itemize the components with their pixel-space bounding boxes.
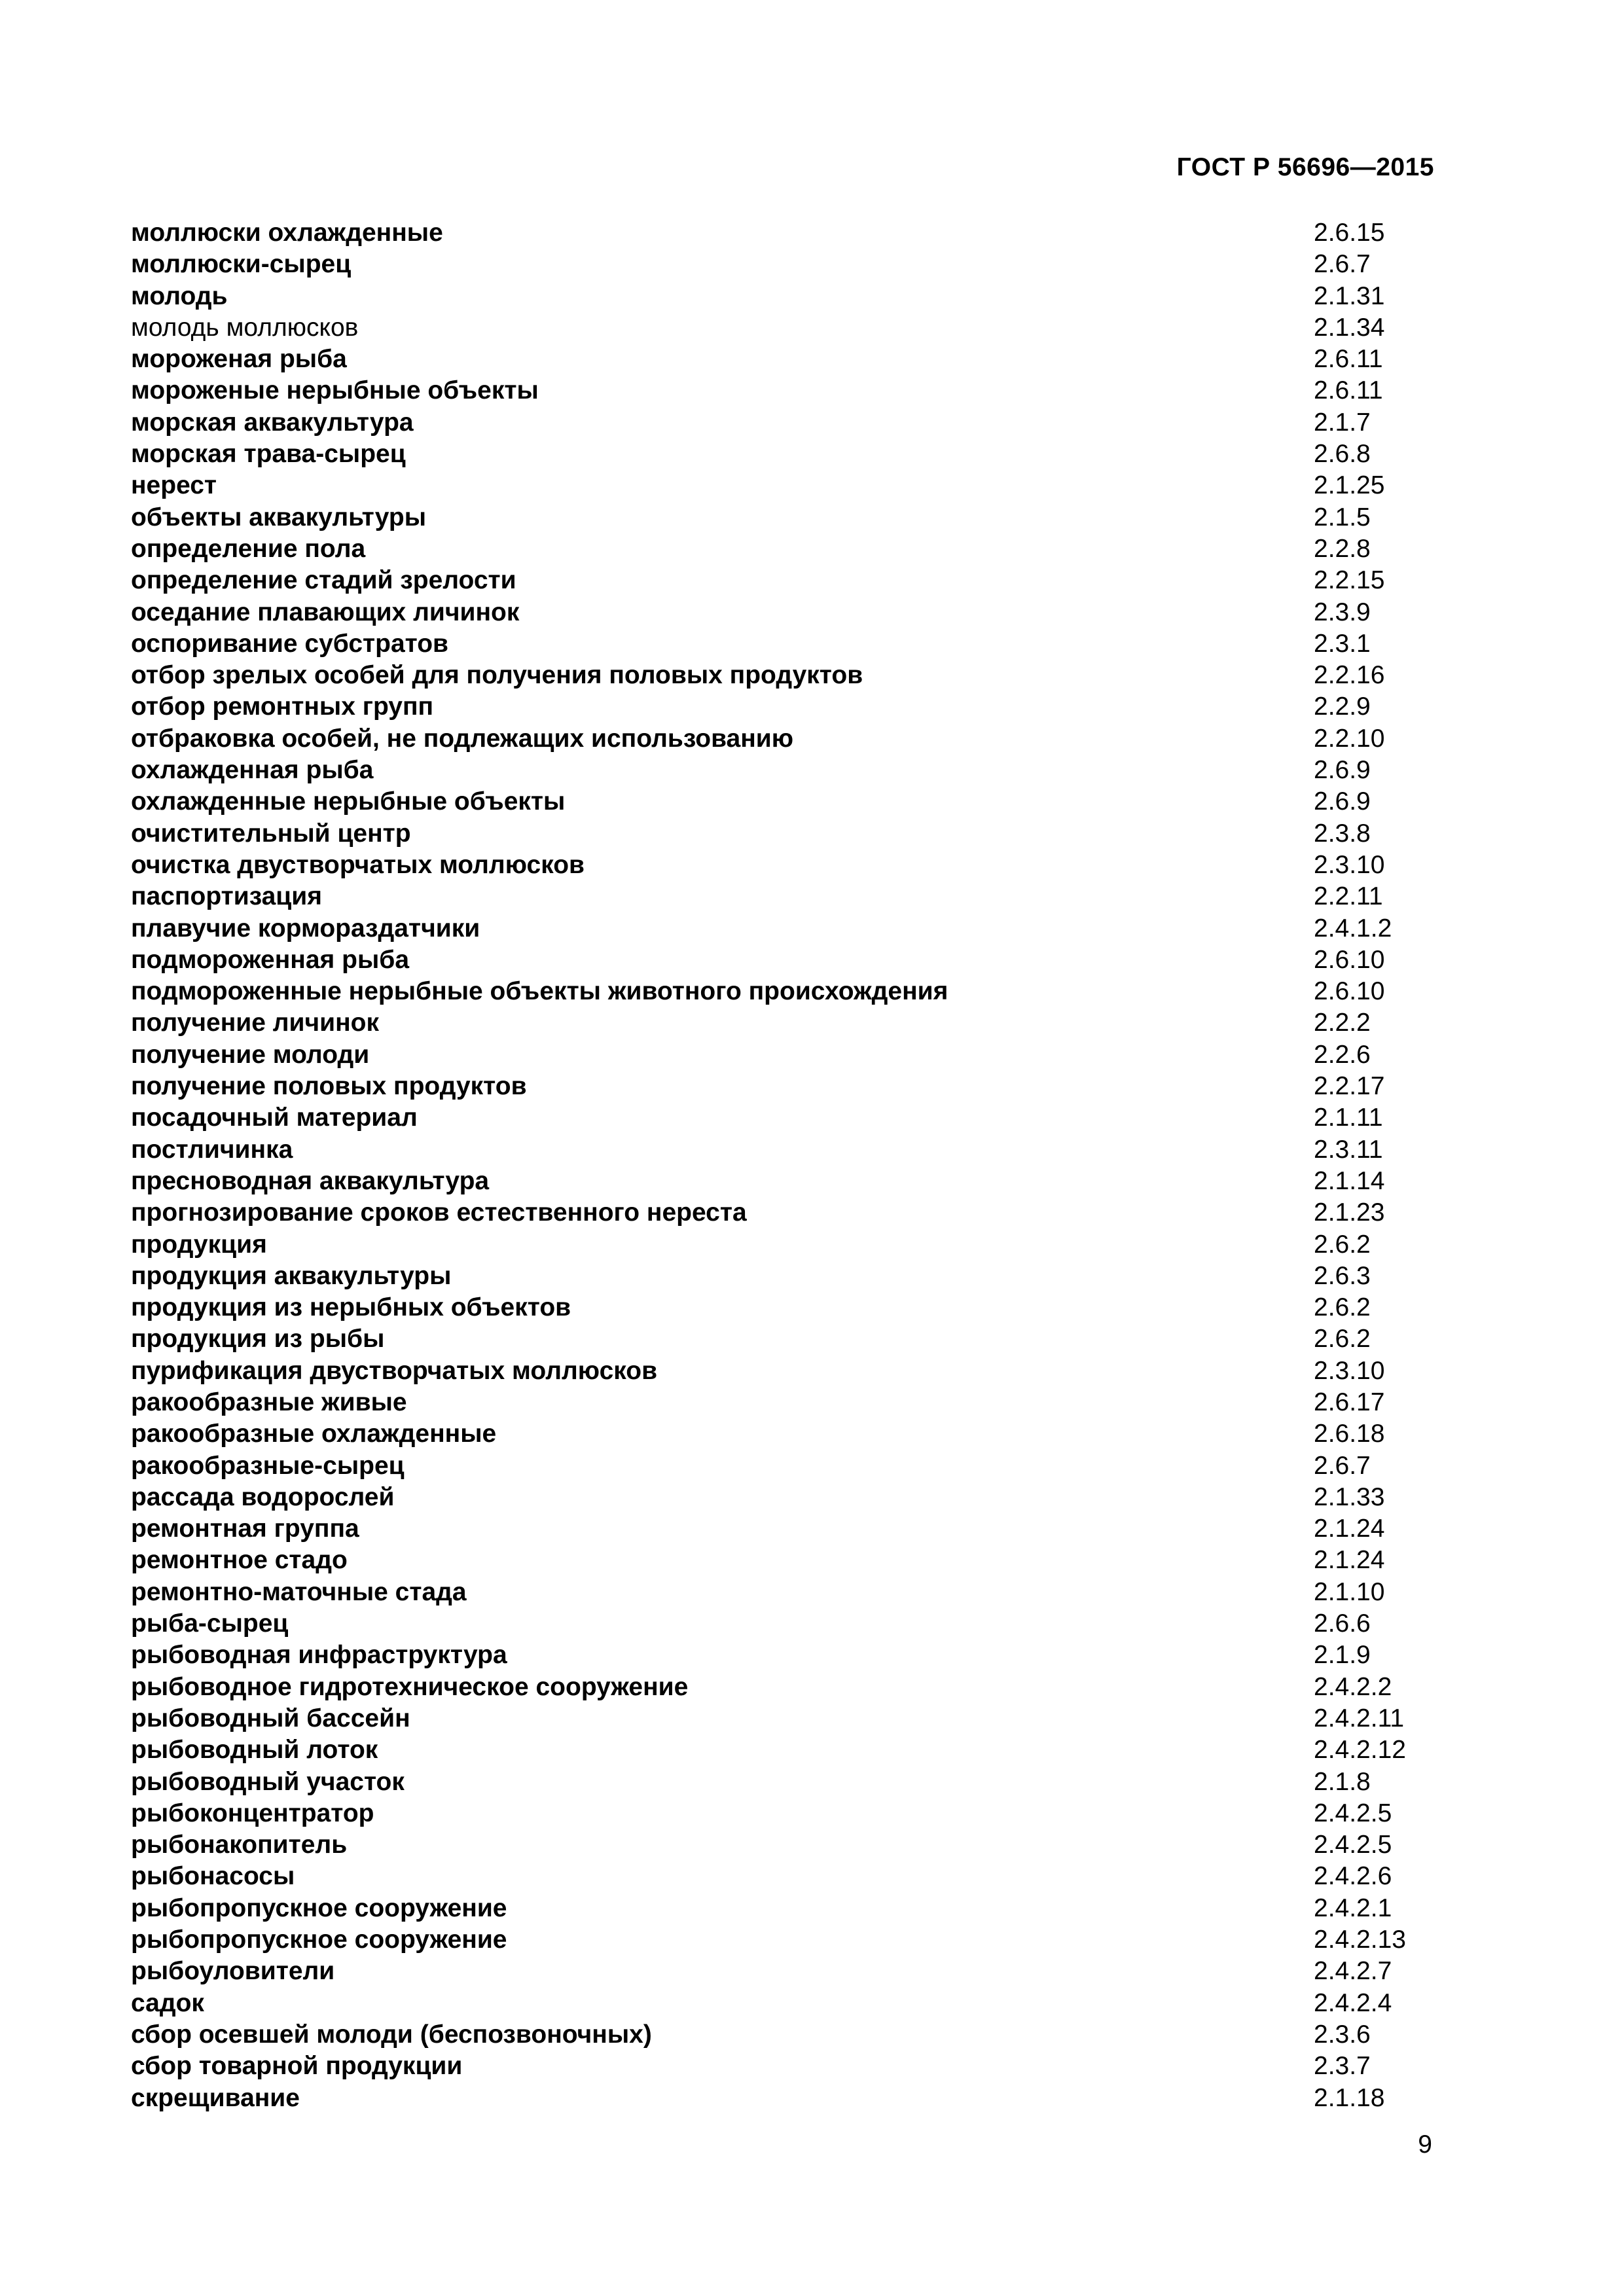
index-term: рыбопропускное сооружение	[131, 1893, 507, 1922]
index-entry	[131, 1166, 1453, 1197]
index-entry	[131, 1355, 1453, 1387]
index-entry	[131, 1734, 1453, 1766]
index-term: продукция из рыбы	[131, 1325, 385, 1354]
index-entry	[131, 1323, 1453, 1355]
index-section-ref: 2.2.10	[1314, 724, 1385, 753]
index-term: постличинка	[131, 1135, 293, 1164]
index-term: объекты аквакультуры	[131, 503, 427, 531]
alphabetical-term-index	[131, 217, 1453, 2114]
index-entry	[131, 1292, 1453, 1323]
index-section-ref: 2.2.17	[1314, 1072, 1385, 1101]
index-term: посадочный материал	[131, 1103, 418, 1132]
index-section-ref: 2.6.10	[1314, 945, 1385, 974]
index-entry	[131, 217, 1453, 249]
index-section-ref: 2.1.31	[1314, 281, 1385, 310]
index-term: рассада водорослей	[131, 1482, 395, 1511]
index-entry	[131, 597, 1453, 628]
index-term: оспоривание субстратов	[131, 629, 449, 658]
index-term: получение половых продуктов	[131, 1072, 527, 1101]
index-term: рыбоводный лоток	[131, 1736, 378, 1765]
index-term: моллюски охлажденные	[131, 219, 443, 247]
index-term: молодь	[131, 281, 228, 310]
index-section-ref: 2.6.2	[1314, 1293, 1371, 1322]
index-section-ref: 2.1.33	[1314, 1482, 1385, 1511]
index-term: нерест	[131, 471, 217, 500]
index-section-ref: 2.6.7	[1314, 250, 1371, 279]
index-entry	[131, 1608, 1453, 1640]
index-term: продукция из нерыбных объектов	[131, 1293, 571, 1322]
index-entry	[131, 1229, 1453, 1261]
index-term: садок	[131, 1988, 204, 2017]
index-entry	[131, 628, 1453, 660]
index-section-ref: 2.6.10	[1314, 977, 1385, 1006]
index-term: очистка двустворчатых моллюсков	[131, 850, 585, 879]
index-entry	[131, 1577, 1453, 1608]
index-entry	[131, 2051, 1453, 2082]
index-entry	[131, 1861, 1453, 1892]
index-term: охлажденная рыба	[131, 756, 374, 785]
index-section-ref: 2.4.2.12	[1314, 1736, 1406, 1765]
index-term: молодь моллюсков	[131, 313, 359, 342]
index-entry	[131, 1798, 1453, 1829]
index-entry	[131, 786, 1453, 817]
index-entry	[131, 1672, 1453, 1703]
index-entry	[131, 1450, 1453, 1482]
index-entry	[131, 1007, 1453, 1039]
index-entry	[131, 881, 1453, 912]
index-entry	[131, 1545, 1453, 1576]
index-entry	[131, 1924, 1453, 1956]
index-entry	[131, 691, 1453, 723]
index-entry	[131, 281, 1453, 312]
index-entry	[131, 1893, 1453, 1924]
index-term: ремонтная группа	[131, 1515, 359, 1543]
index-entry	[131, 913, 1453, 944]
index-section-ref: 2.1.10	[1314, 1577, 1385, 1606]
index-entry	[131, 1102, 1453, 1134]
index-term: рыбоводная инфраструктура	[131, 1641, 507, 1670]
index-term: прогнозирование сроков естественного нереста	[131, 1198, 747, 1227]
index-section-ref: 2.4.2.4	[1314, 1988, 1392, 2017]
index-term: получение молоди	[131, 1040, 370, 1069]
document-code-header: ГОСТ Р 56696—2015	[1176, 153, 1434, 181]
index-section-ref: 2.3.11	[1314, 1135, 1383, 1164]
index-section-ref: 2.6.18	[1314, 1420, 1385, 1448]
index-section-ref: 2.6.15	[1314, 219, 1385, 247]
index-entry	[131, 660, 1453, 691]
index-term: ракообразные живые	[131, 1388, 407, 1416]
index-entry	[131, 850, 1453, 881]
index-entry	[131, 1418, 1453, 1450]
index-entry	[131, 312, 1453, 344]
index-term: рыбоконцентратор	[131, 1799, 374, 1827]
index-entry	[131, 533, 1453, 565]
index-section-ref: 2.4.2.2	[1314, 1672, 1392, 1701]
index-entry	[131, 1988, 1453, 2019]
index-section-ref: 2.3.9	[1314, 598, 1371, 626]
index-entry	[131, 818, 1453, 850]
index-term: оседание плавающих личинок	[131, 598, 520, 626]
index-section-ref: 2.4.2.1	[1314, 1893, 1392, 1922]
index-entry	[131, 723, 1453, 755]
index-term: рыбонасосы	[131, 1862, 295, 1891]
index-term: мороженая рыба	[131, 345, 347, 374]
index-term: подмороженные нерыбные объекты животного происхождения	[131, 977, 948, 1006]
index-section-ref: 2.2.6	[1314, 1040, 1371, 1069]
index-section-ref: 2.1.8	[1314, 1767, 1371, 1796]
index-entry	[131, 1829, 1453, 1861]
index-term: паспортизация	[131, 882, 322, 911]
index-term: рыба-сырец	[131, 1609, 289, 1638]
index-section-ref: 2.1.7	[1314, 408, 1371, 437]
index-section-ref: 2.6.6	[1314, 1609, 1371, 1638]
index-term: сбор осевшей молоди (беспозвоночных)	[131, 2020, 652, 2049]
index-section-ref: 2.4.2.11	[1314, 1704, 1405, 1732]
index-term: получение личинок	[131, 1009, 380, 1037]
index-term: морская трава-сырец	[131, 440, 406, 469]
index-section-ref: 2.1.25	[1314, 471, 1385, 500]
index-section-ref: 2.3.10	[1314, 850, 1385, 879]
index-section-ref: 2.4.2.13	[1314, 1926, 1406, 1954]
index-section-ref: 2.1.34	[1314, 313, 1385, 342]
index-section-ref: 2.6.9	[1314, 787, 1371, 816]
index-entry	[131, 249, 1453, 280]
index-term: подмороженная рыба	[131, 945, 410, 974]
index-entry	[131, 1956, 1453, 1987]
index-term: отбраковка особей, не подлежащих использованию	[131, 724, 794, 753]
index-entry	[131, 1261, 1453, 1292]
index-section-ref: 2.1.11	[1314, 1103, 1383, 1132]
index-entry	[131, 1703, 1453, 1734]
index-section-ref: 2.3.7	[1314, 2052, 1371, 2081]
index-entry	[131, 1039, 1453, 1071]
index-term: отбор ремонтных групп	[131, 692, 434, 721]
index-section-ref: 2.6.11	[1314, 345, 1383, 374]
index-section-ref: 2.1.18	[1314, 2083, 1385, 2112]
index-entry	[131, 1387, 1453, 1418]
index-term: ракообразные-сырец	[131, 1451, 405, 1480]
index-section-ref: 2.2.11	[1314, 882, 1383, 911]
index-entry	[131, 344, 1453, 375]
index-entry	[131, 755, 1453, 786]
index-term: ремонтно-маточные стада	[131, 1577, 467, 1606]
index-term: продукция	[131, 1230, 267, 1259]
index-section-ref: 2.3.1	[1314, 629, 1371, 658]
index-section-ref: 2.1.24	[1314, 1515, 1385, 1543]
index-section-ref: 2.6.11	[1314, 376, 1383, 405]
index-entry	[131, 1134, 1453, 1166]
index-term: рыбоуловители	[131, 1957, 335, 1986]
index-section-ref: 2.6.3	[1314, 1261, 1371, 1290]
index-term: морская аквакультура	[131, 408, 414, 437]
index-term: продукция аквакультуры	[131, 1261, 452, 1290]
index-entry	[131, 375, 1453, 406]
index-entry	[131, 944, 1453, 976]
index-entry	[131, 565, 1453, 596]
index-term: сбор товарной продукции	[131, 2052, 463, 2081]
index-section-ref: 2.6.8	[1314, 440, 1371, 469]
index-entry	[131, 470, 1453, 501]
index-section-ref: 2.2.15	[1314, 566, 1385, 595]
index-entry	[131, 439, 1453, 470]
index-section-ref: 2.6.2	[1314, 1325, 1371, 1354]
index-section-ref: 2.4.2.5	[1314, 1799, 1392, 1827]
index-section-ref: 2.1.9	[1314, 1641, 1371, 1670]
index-term: рыбонакопитель	[131, 1831, 348, 1859]
index-term: определение пола	[131, 534, 366, 563]
index-term: охлажденные нерыбные объекты	[131, 787, 566, 816]
index-entry	[131, 2019, 1453, 2051]
index-term: рыбопропускное сооружение	[131, 1926, 507, 1954]
index-entry	[131, 502, 1453, 533]
index-term: плавучие кормораздатчики	[131, 914, 480, 942]
index-entry	[131, 1513, 1453, 1545]
page-number: 9	[1418, 2130, 1432, 2159]
index-term: ремонтное стадо	[131, 1546, 348, 1575]
index-section-ref: 2.1.14	[1314, 1166, 1385, 1195]
index-term: ракообразные охлажденные	[131, 1420, 497, 1448]
index-section-ref: 2.3.6	[1314, 2020, 1371, 2049]
index-section-ref: 2.4.1.2	[1314, 914, 1392, 942]
index-section-ref: 2.4.2.5	[1314, 1831, 1392, 1859]
index-term: определение стадий зрелости	[131, 566, 516, 595]
index-section-ref: 2.6.17	[1314, 1388, 1385, 1416]
index-term: мороженые нерыбные объекты	[131, 376, 539, 405]
index-entry	[131, 407, 1453, 439]
index-section-ref: 2.1.23	[1314, 1198, 1385, 1227]
index-section-ref: 2.4.2.7	[1314, 1957, 1392, 1986]
index-term: рыбоводное гидротехническое сооружение	[131, 1672, 689, 1701]
index-term: отбор зрелых особей для получения половых продуктов	[131, 661, 863, 690]
index-entry	[131, 2083, 1453, 2114]
index-entry	[131, 1640, 1453, 1671]
index-section-ref: 2.3.8	[1314, 819, 1371, 848]
index-section-ref: 2.4.2.6	[1314, 1862, 1392, 1891]
index-term: очистительный центр	[131, 819, 411, 848]
index-section-ref: 2.2.16	[1314, 661, 1385, 690]
index-term: пресноводная аквакультура	[131, 1166, 490, 1195]
index-section-ref: 2.2.8	[1314, 534, 1371, 563]
index-section-ref: 2.6.2	[1314, 1230, 1371, 1259]
index-entry	[131, 1071, 1453, 1102]
index-section-ref: 2.3.10	[1314, 1356, 1385, 1385]
index-section-ref: 2.2.2	[1314, 1009, 1371, 1037]
index-entry	[131, 1197, 1453, 1229]
index-term: рыбоводный бассейн	[131, 1704, 410, 1732]
index-term: рыбоводный участок	[131, 1767, 405, 1796]
index-entry	[131, 1767, 1453, 1798]
index-section-ref: 2.1.5	[1314, 503, 1371, 531]
index-term: пурификация двустворчатых моллюсков	[131, 1356, 658, 1385]
index-term: скрещивание	[131, 2083, 300, 2112]
index-section-ref: 2.6.7	[1314, 1451, 1371, 1480]
index-section-ref: 2.6.9	[1314, 756, 1371, 785]
index-entry	[131, 1482, 1453, 1513]
index-section-ref: 2.2.9	[1314, 692, 1371, 721]
index-section-ref: 2.1.24	[1314, 1546, 1385, 1575]
index-entry	[131, 976, 1453, 1007]
index-term: моллюски-сырец	[131, 250, 352, 279]
